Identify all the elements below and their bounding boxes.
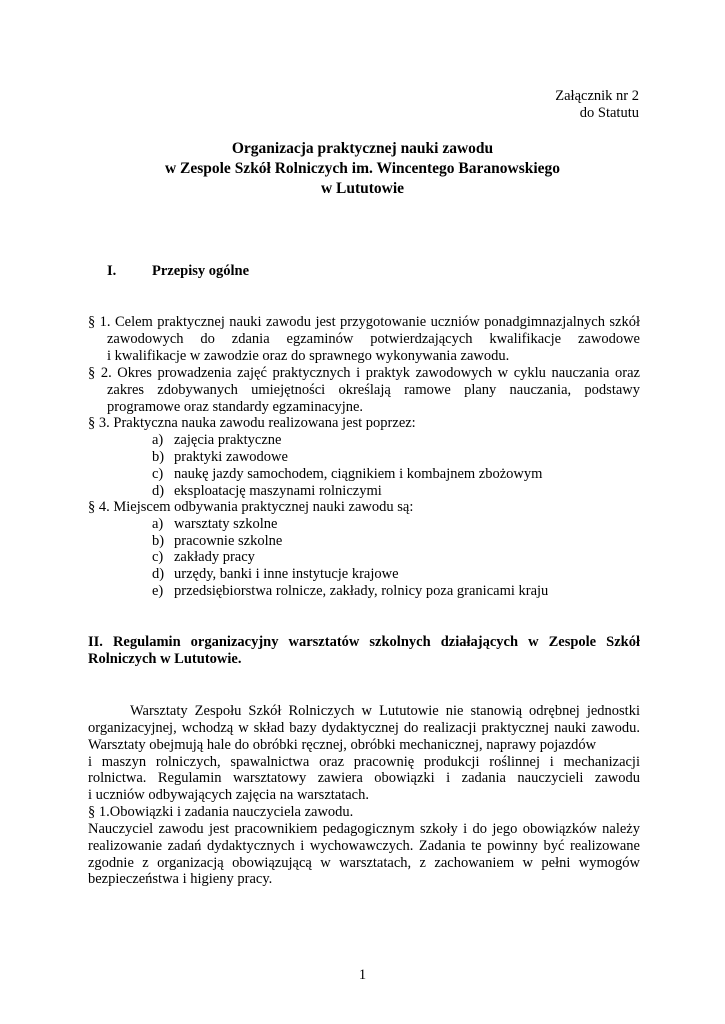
body-line-3: Warsztaty obejmują hale do obróbki ręcznej, obróbki mechanicznej, naprawy pojazdów [88, 737, 597, 753]
body-line-6: i uczniów odbywających zajęcia na warsztatach. [88, 787, 369, 803]
body-line-7: § 1.Obowiązki i zadania nauczyciela zawodu. [88, 804, 354, 820]
body-line-1: Warsztaty Zespołu Szkół Rolniczych w Lututowie nie stanowią odrębnej jednostki [130, 703, 640, 719]
title-line-1: Organizacja praktycznej nauki zawodu [231, 140, 494, 157]
para-1-line-2: zawodowych do zdania egzaminów potwierdzających kwalifikacje zawodowe [107, 331, 640, 347]
para-1-line-3: i kwalifikacje w zawodzie oraz do sprawnego wykonywania zawodu. [107, 348, 510, 364]
section-2-heading-line-2: Rolniczych w Lututowie. [88, 651, 242, 667]
para-2-line-2: zakres zdobywanych umiejętności określają ramowe plany nauczania, podstawy [107, 382, 640, 398]
para-2-line-3: programowe oraz standardy egzaminacyjne. [107, 399, 364, 415]
para-3-intro: § 3. Praktyczna nauka zawodu realizowana jest poprzez: [88, 415, 416, 431]
para-1-line-1: § 1. Celem praktycznej nauki zawodu jest przygotowanie uczniów ponadgimnazjalnych szkół [88, 314, 640, 330]
body-line-4: i maszyn rolniczych, spawalnictwa oraz pracownię produkcji roślinnej i mechanizacji [88, 754, 640, 770]
body-line-11: bezpieczeństwa i higieny pracy. [88, 871, 273, 887]
body-line-5: rolnictwa. Regulamin warsztatowy zawiera obowiązki i zadania nauczycieli zawodu [88, 770, 640, 786]
annex-line-1: Załącznik nr 2 [555, 88, 639, 104]
section-2-heading-line-1: II. Regulamin organizacyjny warsztatów szkolnych działających w Zespole Szkół [88, 634, 640, 650]
title-line-3: w Lututowie [320, 180, 405, 197]
section-1-number: I. [107, 263, 117, 279]
page-number: 1 [358, 967, 367, 983]
para-4-intro: § 4. Miejscem odbywania praktycznej nauki zawodu są: [88, 499, 414, 515]
para-2-line-1: § 2. Okres prowadzenia zajęć praktycznych i praktyk zawodowych w cyklu nauczania oraz [88, 365, 640, 381]
body-line-8: Nauczyciel zawodu jest pracownikiem pedagogicznym szkoły i do jego obowiązków należy [88, 821, 640, 837]
section-1-heading: Przepisy ogólne [152, 263, 250, 279]
title-line-2: w Zespole Szkół Rolniczych im. Wincentego Baranowskiego [164, 160, 561, 177]
body-line-10: zgodnie z organizacją obowiązującą w warsztatach, z zachowaniem w pełni wymogów [88, 855, 640, 871]
body-line-2: organizacyjnej, wchodzą w skład bazy dydaktycznej do realizacji praktycznej nauki zawodu. [88, 720, 640, 736]
annex-line-2: do Statutu [579, 105, 639, 121]
body-line-9: realizowanie zadań dydaktycznych i wychowawczych. Zadania te powinny być realizowane [88, 838, 640, 854]
